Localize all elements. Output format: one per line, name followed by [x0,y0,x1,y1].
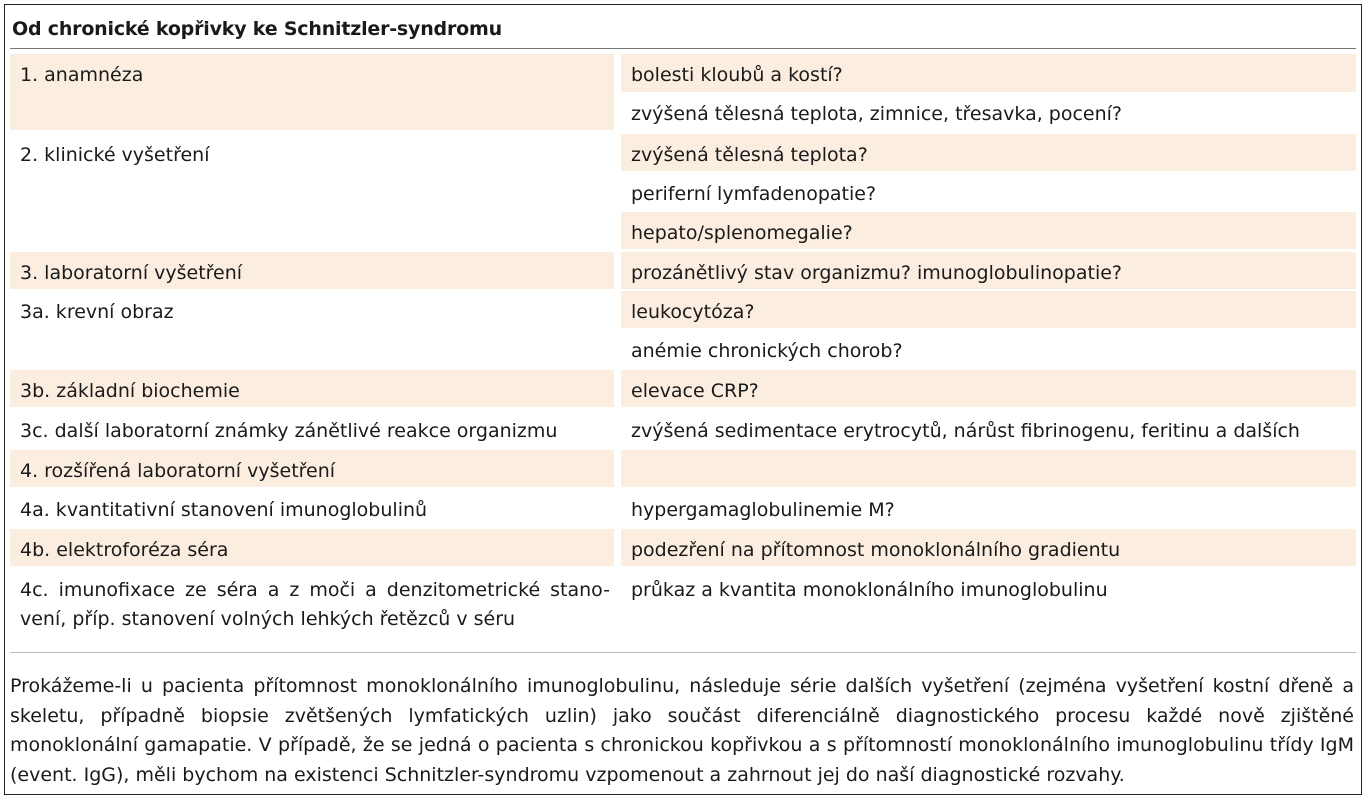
table-row-8-finding-1: hypergamaglobulinemie M? [631,499,895,521]
table-row-6-label: 3c. další laboratorní známky zánětlivé reakce organizmu [20,420,558,442]
table-row-2-finding-1: zvýšená tělesná teplota? [621,134,1356,171]
table-row-1-finding-2: zvýšená tělesná teplota, zimnice, třesavka, pocení? [631,103,1123,125]
table-title: Od chronické kopřivky ke Schnitzler-syndromu [12,18,502,40]
note-paragraph: Prokážeme-li u pacienta přítomnost monoklonálního imunoglobulinu, následuje série dalších vyšetření (zejména vyšetření kostní dřeně a skeletu, případně biopsie zvětšených lymfatických uzlin) jako součást diferenciálně diagnostického procesu každé nově zjištěné monoklonální gamapatie. V případě, že se jedná o pacienta s chronickou kopřivkou a s přítomností monoklonálního imunoglobulinu třídy IgM (event. IgG), měli bychom na existenci Schnitzler-syndromu vzpomenout a zahrnout jej do naší diagnostické rozvahy. [10,675,1354,786]
table-row-5-finding-1: elevace CRP? [621,370,1356,407]
table-row-10-finding-1: průkaz a kvantita monoklonálního imunoglobulinu [631,579,1108,601]
table-row-9-label: 4b. elektroforéza séra [10,529,614,566]
table-row-7-finding-1 [621,450,1356,487]
table-row-3-finding-1: prozánětlivý stav organizmu? imunoglobulinopatie? [621,252,1356,289]
table-row-10-label: 4c. imunofixace ze séra a z moči a denzitometrické stano-vení, příp. stanovení volných lehkých řetězců v séru [20,579,610,630]
table-row-3-label: 3. laboratorní vyšetření [10,252,614,289]
title-divider [10,48,1356,49]
table-row-1-label: 1. anamnéza [10,54,614,130]
table-row-4-finding-2: anémie chronických chorob? [631,340,903,362]
table-row-7-label: 4. rozšířená laboratorní vyšetření [10,450,614,487]
table-row-2-label: 2. klinické vyšetření [20,144,210,166]
table-row-9-finding-1: podezření na přítomnost monoklonálního gradientu [621,529,1356,566]
table-row-5-label: 3b. základní biochemie [10,370,614,407]
table-row-4-finding-1: leukocytóza? [621,291,1356,328]
table-row-2-finding-3: hepato/splenomegalie? [621,212,1356,249]
table-row-1-finding-1: bolesti kloubů a kostí? [621,54,1356,92]
table-row-2-finding-2: periferní lymfadenopatie? [631,183,877,205]
table-row-4-label: 3a. krevní obraz [20,301,174,323]
table-row-8-label: 4a. kvantitativní stanovení imunoglobulinů [20,499,428,521]
table-row-6-finding-1: zvýšená sedimentace erytrocytů, nárůst fibrinogenu, feritinu a dalších [631,420,1300,442]
table-bottom-divider [10,652,1356,653]
